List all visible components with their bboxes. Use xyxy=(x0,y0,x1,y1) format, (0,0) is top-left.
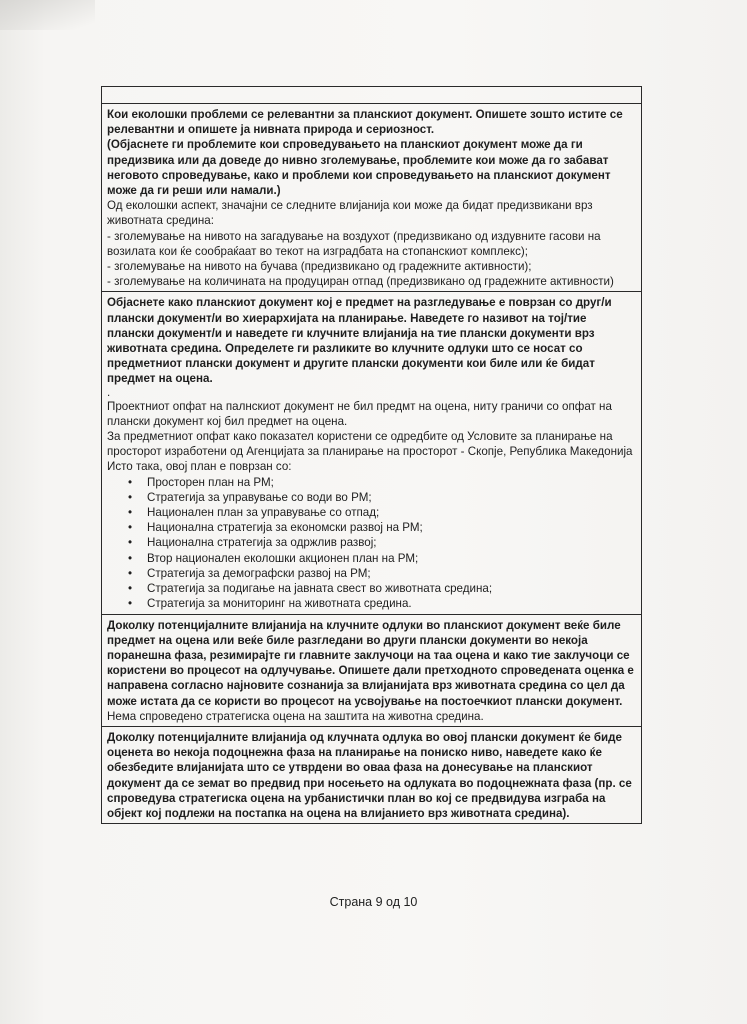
list-item xyxy=(123,581,635,596)
list-item-text: Просторен план на РМ; xyxy=(147,475,274,489)
list-item-text: Национална стратегија за одржлив развој; xyxy=(147,536,377,550)
related-plans-list xyxy=(107,475,635,612)
section-1-note: (Објаснете ги проблемите кои спроведувањето на планскиот документ може да ги предизвика или да доведе до нивно зголемување, проблемите кои може да го забават неговото спроведување, како и проблеми кои спроведувањето на планскиот документ може да ги реши или намали.) xyxy=(107,138,611,198)
bullet-icon: • xyxy=(127,475,133,489)
bullet-icon: • xyxy=(127,490,133,504)
list-item-text: Стратегија за управување со води во РМ; xyxy=(147,490,372,504)
list-item-text: Стратегија за подигање на јавната свест во животната средина; xyxy=(147,582,493,596)
scan-shadow xyxy=(0,0,95,30)
bullet-icon: • xyxy=(127,566,133,580)
bullet-icon: • xyxy=(127,597,133,611)
section-2-dot: . xyxy=(107,385,111,399)
list-item xyxy=(123,551,635,566)
list-item-text: Стратегија за демографски развој на РМ; xyxy=(147,566,371,580)
section-1-intro: Од еколошки аспект, значајни се следните влијанија кои може да бидат предизвикани врз животната средина: xyxy=(107,199,593,228)
section-2-para-1: Проектниот опфат на палнскиот документ не бил предмт на оцена, ниту граничи со опфат на плански документ кој бил предмет на оцена. xyxy=(107,399,612,428)
section-2-para-2: За предметниот опфат како показател користени се одредбите од Условите за планирање на просторот изработени од Агенцијата за планирање на просторот - Скопје, Република Македонија xyxy=(107,430,633,459)
bullet-icon: • xyxy=(127,536,133,550)
section-1-item: - зголемување на количината на продуциран отпад (предизвикано од градежните активности) xyxy=(107,275,614,289)
bullet-icon: • xyxy=(127,506,133,520)
list-item-text: Национална стратегија за економски развој на РМ; xyxy=(147,521,423,535)
section-4-question: Доколку потенцијалните влијанија од клучната одлука во овој плански документ ќе биде оценета во некоја подоцнежна фаза на планирање на пониско ниво, наведете како ќе обезбедите влијанијата што се утврдени во оваа фаза на донесување на планскиот документ да се земат во предвид при носењето на одлуката во подоцнежната фаза (пр. се спроведува стратегиска оцена на урбанистички план во кој се предвидува изграба на објект кој подлежи на постапка на оцена на влијанието врз животната средина). xyxy=(107,730,632,820)
list-item xyxy=(123,520,635,535)
bullet-icon: • xyxy=(127,521,133,535)
list-item xyxy=(123,596,635,611)
assessment-table xyxy=(101,86,642,824)
section-environmental-problems xyxy=(102,104,641,292)
list-item xyxy=(123,490,635,505)
section-2-para-3: Исто така, овој план е поврзан со: xyxy=(107,460,292,474)
section-1-item: - зголемување на нивото на загадување на воздухот (предизвикано од издувните гасови на возилата кои ќе сообраќаат во текот на изградбата на стопанскиот комплекс); xyxy=(107,229,601,258)
bullet-icon: • xyxy=(127,582,133,596)
page-number: Страна 9 од 10 xyxy=(329,895,418,909)
list-item-text: Втор национален еколошки акционен план на РМ; xyxy=(147,551,419,565)
list-item xyxy=(123,535,635,550)
section-3-answer: Нема спроведено стратегиска оцена на заштита на животна средина. xyxy=(107,709,484,723)
section-1-item: - зголемување на нивото на бучава (предизвикано од градежните активности); xyxy=(107,260,532,274)
section-previous-assessment xyxy=(102,615,641,727)
list-item-text: Стратегија за мониторинг на животната средина. xyxy=(147,597,412,611)
section-plan-hierarchy xyxy=(102,292,641,614)
list-item xyxy=(123,505,635,520)
bullet-icon: • xyxy=(127,551,133,565)
list-item xyxy=(123,566,635,581)
section-2-question: Објаснете како планскиот документ кој е предмет на разгледување е поврзан со друг/и плански документ/и во хиерархијата на планирање. Наведете го називот на тој/тие плански документ/и и наведете ги клучните влијанија на тие плански документи врз животната средина. Определете ги разликите во клучните одлуки што се носат со предметниот плански документ и другите плански документи кои биле или ќе бидат предмет на оцена. xyxy=(107,296,612,386)
list-item xyxy=(123,475,635,490)
section-later-assessment xyxy=(102,727,641,823)
section-3-question: Доколку потенцијалните влијанија на клучните одлуки во планскиот документ веќе биле предмет на оцена или веќе биле разгледани во други плански документи во некоја поранешна фаза, резимирајте ги главните заклучоци на таа оцена и како тие заклучоци се користени во процесот на одлучување. Опишете дали претходното спроведената оценка е направена согласно најновите сознанија за влијанијата врз животната средина со цел да може истата да се користи во процесот на усвојување на постоечкиот плански документ. xyxy=(107,618,634,708)
section-1-question: Кои еколошки проблеми се релевантни за планскиот документ. Опишете зошто истите се релевантни и опишете ја нивната природа и сериозност. xyxy=(107,108,623,137)
list-item-text: Национален план за управување со отпад; xyxy=(147,506,380,520)
table-top-row xyxy=(102,87,641,104)
